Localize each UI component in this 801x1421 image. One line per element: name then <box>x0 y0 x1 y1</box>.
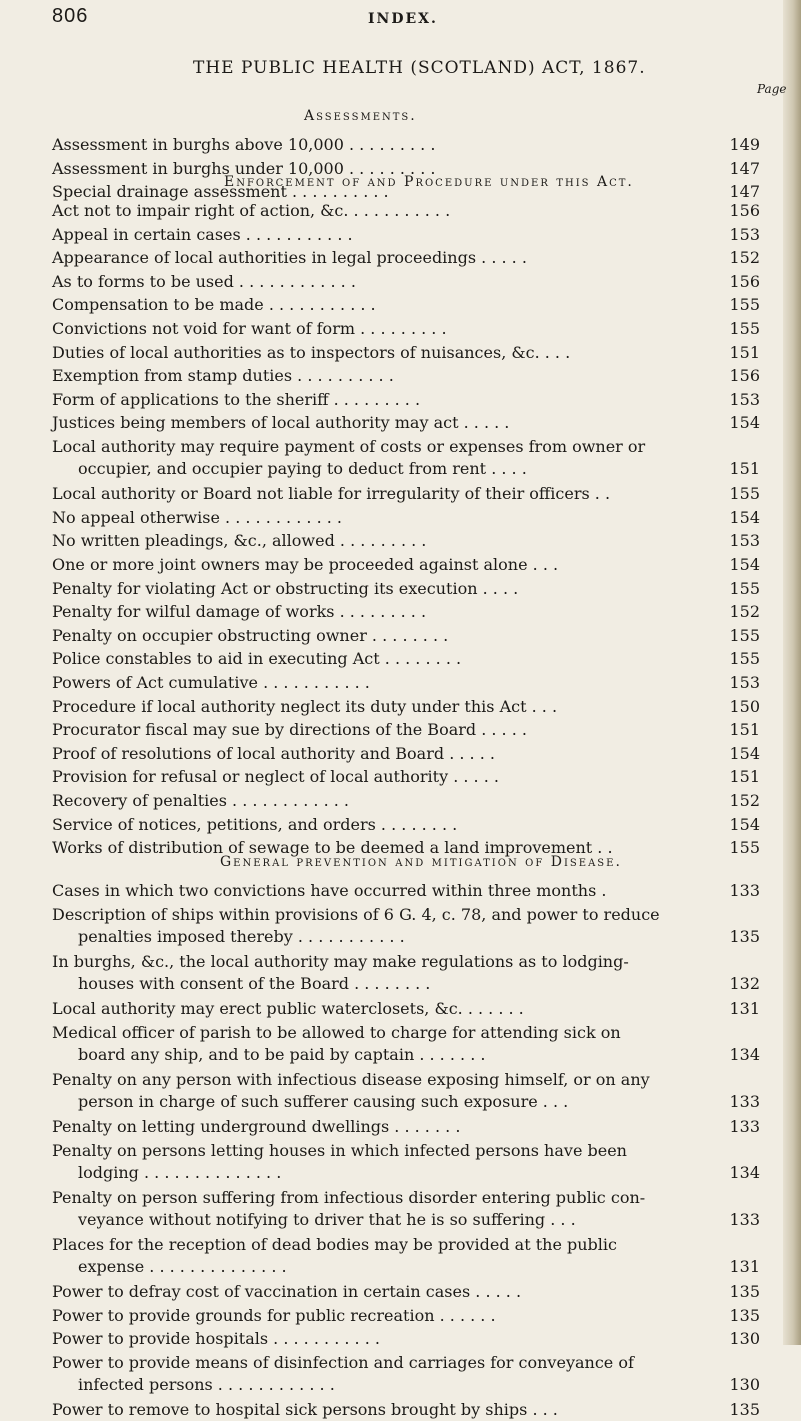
entry-text-continuation: occupier, and occupier paying to deduct from rent . . . . <box>78 459 527 478</box>
entry-page-number: 153 <box>729 673 760 692</box>
entry-page-number: 131 <box>729 999 760 1018</box>
entry-text: Procedure if local authority neglect its duty under this Act . . . <box>52 696 558 716</box>
entry-text: Local authority or Board not liable for irregularity of their officers . . <box>52 484 611 504</box>
entry-page-number: 152 <box>729 248 760 268</box>
entry-page-number: 151 <box>729 720 760 740</box>
entry-page-number: 155 <box>729 625 760 645</box>
entry-text: Local authority may require payment of costs or expenses from owner or <box>52 437 646 456</box>
entry-text: Special drainage assessment . . . . . . . . . . <box>52 182 389 202</box>
entry-page-number: 135 <box>729 1305 760 1325</box>
entry-page-number: 135 <box>729 1282 760 1302</box>
entry-text: Appeal in certain cases . . . . . . . . . . . <box>52 224 353 244</box>
index-entry <box>52 1069 762 1113</box>
entry-page-number: 155 <box>729 838 760 858</box>
index-entry <box>52 1187 762 1231</box>
entry-text: Duties of local authorities as to inspectors of nuisances, &c. . . . <box>52 342 571 362</box>
entry-text: Assessment in burghs under 10,000 . . . . . . . . . <box>52 158 436 178</box>
index-entry <box>52 625 762 647</box>
entry-page-number: 131 <box>729 1257 760 1276</box>
index-entry <box>52 200 762 222</box>
entry-text: Power to provide hospitals . . . . . . . . . . . <box>52 1329 380 1349</box>
entry-text: Power to provide grounds for public recreation . . . . . . <box>52 1305 496 1325</box>
entry-text: Powers of Act cumulative . . . . . . . . . . . <box>52 673 370 692</box>
entry-page-number: 133 <box>729 1117 760 1136</box>
entry-page-number: 151 <box>729 767 760 787</box>
entry-page-number: 133 <box>729 881 760 900</box>
index-entry <box>52 1305 762 1327</box>
entry-text: Procurator fiscal may sue by directions of the Board . . . . . <box>52 720 527 740</box>
entry-page-number: 132 <box>729 973 760 993</box>
index-entry <box>52 766 762 788</box>
index-entry <box>52 1234 762 1278</box>
entry-text: Recovery of penalties . . . . . . . . . . . . <box>52 791 349 810</box>
index-entry <box>52 1399 762 1421</box>
entry-text: Justices being members of local authority may act . . . . . <box>52 413 510 433</box>
entry-page-number: 152 <box>729 602 760 622</box>
entry-text: Places for the reception of dead bodies may be provided at the public <box>52 1235 617 1254</box>
entry-text: Penalty on persons letting houses in which infected persons have been <box>52 1140 627 1160</box>
act-title: THE PUBLIC HEALTH (SCOTLAND) ACT, 1867. <box>193 58 646 78</box>
entry-page-number: 153 <box>729 531 760 551</box>
page-edge-shadow <box>783 0 801 1345</box>
index-entry <box>52 134 762 156</box>
index-entry <box>52 294 762 316</box>
index-entry <box>52 696 762 718</box>
index-entry <box>52 904 762 948</box>
entry-page-number: 156 <box>729 271 760 291</box>
entry-text: Act not to impair right of action, &c. . . . . . . . . . . <box>52 201 451 220</box>
index-entry <box>52 648 762 670</box>
index-entry <box>52 318 762 340</box>
entry-page-number: 151 <box>729 342 760 362</box>
entry-text: One or more joint owners may be proceeded against alone . . . <box>52 555 559 574</box>
index-entry <box>52 365 762 387</box>
entry-text: Cases in which two convictions have occurred within three months . <box>52 881 607 900</box>
entry-text-continuation: veyance without notifying to driver that he is so suffering . . . <box>78 1209 576 1229</box>
entry-page-number: 155 <box>729 484 760 504</box>
entry-page-number: 154 <box>729 507 760 527</box>
entry-text-continuation: expense . . . . . . . . . . . . . . <box>78 1257 287 1276</box>
entry-text-continuation: person in charge of such sufferer causing such exposure . . . <box>78 1091 569 1111</box>
entry-text: Penalty on any person with infectious disease exposing himself, or on any <box>52 1069 650 1089</box>
entry-page-number: 155 <box>729 649 760 669</box>
index-entry <box>52 530 762 552</box>
running-head: INDEX. <box>368 11 438 27</box>
entry-text: Provision for refusal or neglect of local authority . . . . . <box>52 767 499 787</box>
index-entry <box>52 436 762 480</box>
index-entry <box>52 790 762 812</box>
entry-page-number: 155 <box>729 578 760 598</box>
index-entry <box>52 247 762 269</box>
entry-text: Form of applications to the sheriff . . . . . . . . . <box>52 389 421 409</box>
index-entry <box>52 601 762 623</box>
entry-text: Proof of resolutions of local authority and Board . . . . . <box>52 743 495 763</box>
entry-page-number: 135 <box>729 926 760 946</box>
entry-page-number: 153 <box>729 224 760 244</box>
entry-text: Description of ships within provisions of 6 G. 4, c. 78, and power to reduce <box>52 904 660 924</box>
entry-text: Penalty on letting underground dwellings . . . . . . . <box>52 1117 461 1136</box>
entry-page-number: 154 <box>729 413 760 433</box>
entry-text-continuation: houses with consent of the Board . . . . . . . . <box>78 973 431 993</box>
entry-page-number: 135 <box>729 1400 760 1420</box>
index-entry <box>52 412 762 434</box>
entry-page-number: 156 <box>729 201 760 220</box>
entry-text: Power to defray cost of vaccination in certain cases . . . . . <box>52 1282 522 1302</box>
entry-text: As to forms to be used . . . . . . . . . . . . <box>52 271 356 291</box>
index-entry <box>52 743 762 765</box>
index-entry <box>52 951 762 995</box>
entry-text: Convictions not void for want of form . . . . . . . . . <box>52 319 447 338</box>
entry-page-number: 153 <box>729 389 760 409</box>
page-number: 806 <box>52 5 89 27</box>
index-entry <box>52 389 762 411</box>
entry-page-number: 154 <box>729 555 760 574</box>
entry-page-number: 155 <box>729 319 760 338</box>
index-entry <box>52 578 762 600</box>
entry-page-number: 133 <box>729 1091 760 1111</box>
index-entry <box>52 342 762 364</box>
entry-page-number: 154 <box>729 814 760 834</box>
entry-text: Penalty on person suffering from infectious disorder entering public con- <box>52 1187 646 1207</box>
index-entry <box>52 672 762 694</box>
index-entry <box>52 1281 762 1303</box>
entry-text: Penalty for wilful damage of works . . . . . . . . . <box>52 602 427 622</box>
entry-text: In burghs, &c., the local authority may make regulations as to lodging- <box>52 951 629 971</box>
entry-text-continuation: infected persons . . . . . . . . . . . . <box>78 1375 335 1394</box>
entry-text: Power to remove to hospital sick persons brought by ships . . . <box>52 1400 558 1420</box>
entry-text: Police constables to aid in executing Act . . . . . . . . <box>52 649 462 669</box>
entry-page-number: 130 <box>729 1375 760 1394</box>
index-entry <box>52 998 762 1020</box>
entry-text: Works of distribution of sewage to be deemed a land improvement . . <box>52 838 613 858</box>
entry-text-continuation: lodging . . . . . . . . . . . . . . <box>78 1162 282 1182</box>
entry-page-number: 134 <box>729 1044 760 1064</box>
index-entry <box>52 1352 762 1396</box>
entry-page-number: 151 <box>729 459 760 478</box>
index-entry <box>52 814 762 836</box>
index-entry <box>52 1140 762 1184</box>
index-entry <box>52 271 762 293</box>
entry-text: Assessment in burghs above 10,000 . . . . . . . . . <box>52 135 436 154</box>
entry-text: No appeal otherwise . . . . . . . . . . . . <box>52 507 342 527</box>
entry-page-number: 149 <box>729 135 760 154</box>
index-entry <box>52 880 762 902</box>
entry-page-number: 130 <box>729 1329 760 1349</box>
index-entry <box>52 224 762 246</box>
page-column-label: Page <box>757 82 787 96</box>
entry-page-number: 147 <box>729 182 760 202</box>
entry-page-number: 150 <box>729 696 760 716</box>
entry-text-continuation: board any ship, and to be paid by captain . . . . . . . <box>78 1044 486 1064</box>
entry-text: Service of notices, petitions, and orders . . . . . . . . <box>52 814 458 834</box>
entry-text-continuation: penalties imposed thereby . . . . . . . . . . . <box>78 926 405 946</box>
entry-text: Penalty on occupier obstructing owner . . . . . . . . <box>52 625 449 645</box>
entry-text: Power to provide means of disinfection and carriages for conveyance of <box>52 1353 634 1372</box>
entry-text: Compensation to be made . . . . . . . . . . . <box>52 295 376 315</box>
section-heading: General prevention and mitigation of Disease. <box>220 854 622 870</box>
index-entry <box>52 1022 762 1066</box>
index-entry <box>52 1328 762 1350</box>
entry-page-number: 133 <box>729 1209 760 1229</box>
entry-page-number: 147 <box>729 158 760 178</box>
entry-text: Appearance of local authorities in legal proceedings . . . . . <box>52 248 527 268</box>
entry-text: Penalty for violating Act or obstructing its execution . . . . <box>52 578 519 598</box>
entry-page-number: 134 <box>729 1162 760 1182</box>
entry-page-number: 152 <box>729 791 760 810</box>
section-heading: Enforcement of and Procedure under this Act. <box>224 174 634 190</box>
index-entry <box>52 719 762 741</box>
entry-page-number: 156 <box>729 366 760 386</box>
section-heading: Assessments. <box>304 108 417 124</box>
entry-text: Local authority may erect public waterclosets, &c. . . . . . . <box>52 999 524 1018</box>
entry-text: Medical officer of parish to be allowed to charge for attending sick on <box>52 1022 621 1042</box>
index-entry <box>52 554 762 576</box>
entry-text: Exemption from stamp duties . . . . . . . . . . <box>52 366 394 386</box>
entry-page-number: 155 <box>729 295 760 315</box>
entry-text: No written pleadings, &c., allowed . . . . . . . . . <box>52 531 427 551</box>
index-entry <box>52 1116 762 1138</box>
entry-page-number: 154 <box>729 743 760 763</box>
index-entry <box>52 483 762 505</box>
index-entry <box>52 507 762 529</box>
